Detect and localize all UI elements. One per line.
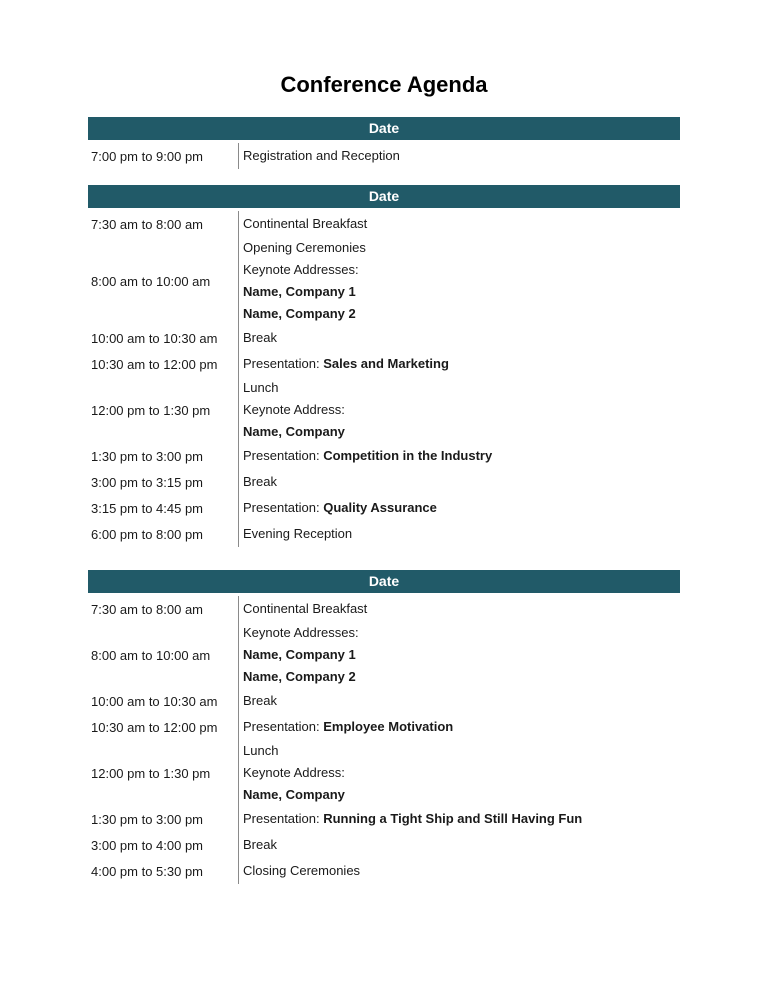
activity-highlight: Name, Company 1 (243, 284, 356, 299)
activity-line (243, 644, 359, 666)
activity-line (243, 143, 400, 169)
activity-highlight: Name, Company 1 (243, 647, 356, 662)
activity-text: Presentation: (243, 500, 324, 515)
session-row (88, 688, 680, 714)
activity-line (243, 259, 366, 281)
session-activity (238, 806, 582, 832)
activity-line (243, 377, 345, 399)
activity-line (243, 596, 367, 622)
activity-highlight: Quality Assurance (323, 500, 437, 515)
session-row (88, 495, 680, 521)
activity-line (243, 806, 582, 832)
activity-text: Presentation: (243, 811, 324, 826)
activity-line (243, 666, 359, 688)
activity-line (243, 303, 366, 325)
activity-text: Evening Reception (243, 526, 353, 541)
session-activity (238, 469, 277, 495)
activity-line (243, 858, 360, 884)
session-row (88, 858, 680, 884)
activity-line (243, 469, 277, 495)
day-section-3 (88, 570, 680, 884)
activity-text: Keynote Addresses: (243, 262, 359, 277)
session-time: 4:00 pm to 5:30 pm (91, 863, 204, 879)
day-section-1 (88, 117, 680, 169)
session-time: 12:00 pm to 1:30 pm (91, 402, 211, 418)
session-activity (238, 858, 360, 884)
activity-text: Break (243, 837, 277, 852)
session-row (88, 237, 680, 325)
session-row (88, 443, 680, 469)
session-row (88, 325, 680, 351)
activity-line (243, 832, 277, 858)
session-time: 10:00 am to 10:30 am (91, 330, 218, 346)
session-activity (238, 622, 359, 688)
activity-text: Keynote Address: (243, 402, 345, 417)
session-time: 1:30 pm to 3:00 pm (91, 448, 204, 464)
activity-text: Keynote Addresses: (243, 625, 359, 640)
activity-line (243, 421, 345, 443)
activity-text: Keynote Address: (243, 765, 345, 780)
activity-highlight: Name, Company (243, 787, 345, 802)
session-time: 10:30 am to 12:00 pm (91, 356, 218, 372)
page-title: Conference Agenda (280, 72, 488, 97)
session-row (88, 211, 680, 237)
session-time: 3:00 pm to 4:00 pm (91, 837, 204, 853)
activity-text: Opening Ceremonies (243, 240, 366, 255)
session-row (88, 596, 680, 622)
session-activity (238, 688, 277, 714)
session-time: 6:00 pm to 8:00 pm (91, 526, 204, 542)
activity-highlight: Name, Company 2 (243, 669, 356, 684)
session-activity (238, 521, 352, 547)
activity-line (243, 622, 359, 644)
activity-line (243, 281, 366, 303)
session-row (88, 351, 680, 377)
activity-text: Presentation: (243, 356, 324, 371)
session-time: 1:30 pm to 3:00 pm (91, 811, 204, 827)
date-header: Date (88, 117, 680, 140)
session-activity (238, 351, 449, 377)
activity-line (243, 399, 345, 421)
session-row (88, 143, 680, 169)
activity-text: Lunch (243, 380, 279, 395)
session-time: 8:00 am to 10:00 am (91, 273, 211, 289)
activity-line (243, 688, 277, 714)
session-activity (238, 740, 345, 806)
session-row (88, 521, 680, 547)
activity-text: Registration and Reception (243, 148, 400, 163)
activity-text: Break (243, 474, 277, 489)
session-time: 7:00 pm to 9:00 pm (91, 148, 204, 164)
activity-line (243, 443, 492, 469)
activity-text: Closing Ceremonies (243, 863, 361, 878)
session-list (88, 596, 680, 884)
activity-text: Continental Breakfast (243, 216, 368, 231)
activity-text: Continental Breakfast (243, 601, 368, 616)
activity-text: Lunch (243, 743, 279, 758)
session-time: 7:30 am to 8:00 am (91, 601, 204, 617)
session-activity (238, 832, 277, 858)
session-row (88, 806, 680, 832)
session-activity (238, 211, 367, 237)
session-time: 10:00 am to 10:30 am (91, 693, 218, 709)
session-activity (238, 377, 345, 443)
session-row (88, 469, 680, 495)
activity-text: Break (243, 693, 277, 708)
date-header: Date (88, 185, 680, 208)
session-time: 3:00 pm to 3:15 pm (91, 474, 204, 490)
activity-text: Presentation: (243, 448, 324, 463)
activity-text: Break (243, 330, 277, 345)
activity-line (243, 211, 367, 237)
day-section-2 (88, 185, 680, 547)
activity-highlight: Employee Motivation (323, 719, 454, 734)
activity-highlight: Competition in the Industry (323, 448, 493, 463)
date-header: Date (88, 570, 680, 593)
activity-line (243, 762, 345, 784)
session-row (88, 622, 680, 688)
activity-line (243, 351, 449, 377)
activity-highlight: Name, Company (243, 424, 345, 439)
activity-line (243, 325, 277, 351)
session-row (88, 714, 680, 740)
activity-highlight: Running a Tight Ship and Still Having Fun (323, 811, 583, 826)
activity-line (243, 714, 453, 740)
session-time: 3:15 pm to 4:45 pm (91, 500, 204, 516)
session-time: 7:30 am to 8:00 am (91, 216, 204, 232)
activity-line (243, 521, 352, 547)
activity-line (243, 740, 345, 762)
session-activity (238, 443, 492, 469)
session-row (88, 740, 680, 806)
activity-line (243, 495, 437, 521)
session-time: 10:30 am to 12:00 pm (91, 719, 218, 735)
session-row (88, 832, 680, 858)
activity-line (243, 784, 345, 806)
activity-highlight: Sales and Marketing (323, 356, 449, 371)
session-activity (238, 495, 437, 521)
activity-text: Presentation: (243, 719, 324, 734)
session-row (88, 377, 680, 443)
session-activity (238, 143, 400, 169)
session-list (88, 143, 680, 169)
session-activity (238, 714, 453, 740)
session-list (88, 211, 680, 547)
activity-highlight: Name, Company 2 (243, 306, 356, 321)
session-activity (238, 325, 277, 351)
session-activity (238, 596, 367, 622)
activity-line (243, 237, 366, 259)
session-activity (238, 237, 366, 325)
session-time: 8:00 am to 10:00 am (91, 647, 211, 663)
session-time: 12:00 pm to 1:30 pm (91, 765, 211, 781)
